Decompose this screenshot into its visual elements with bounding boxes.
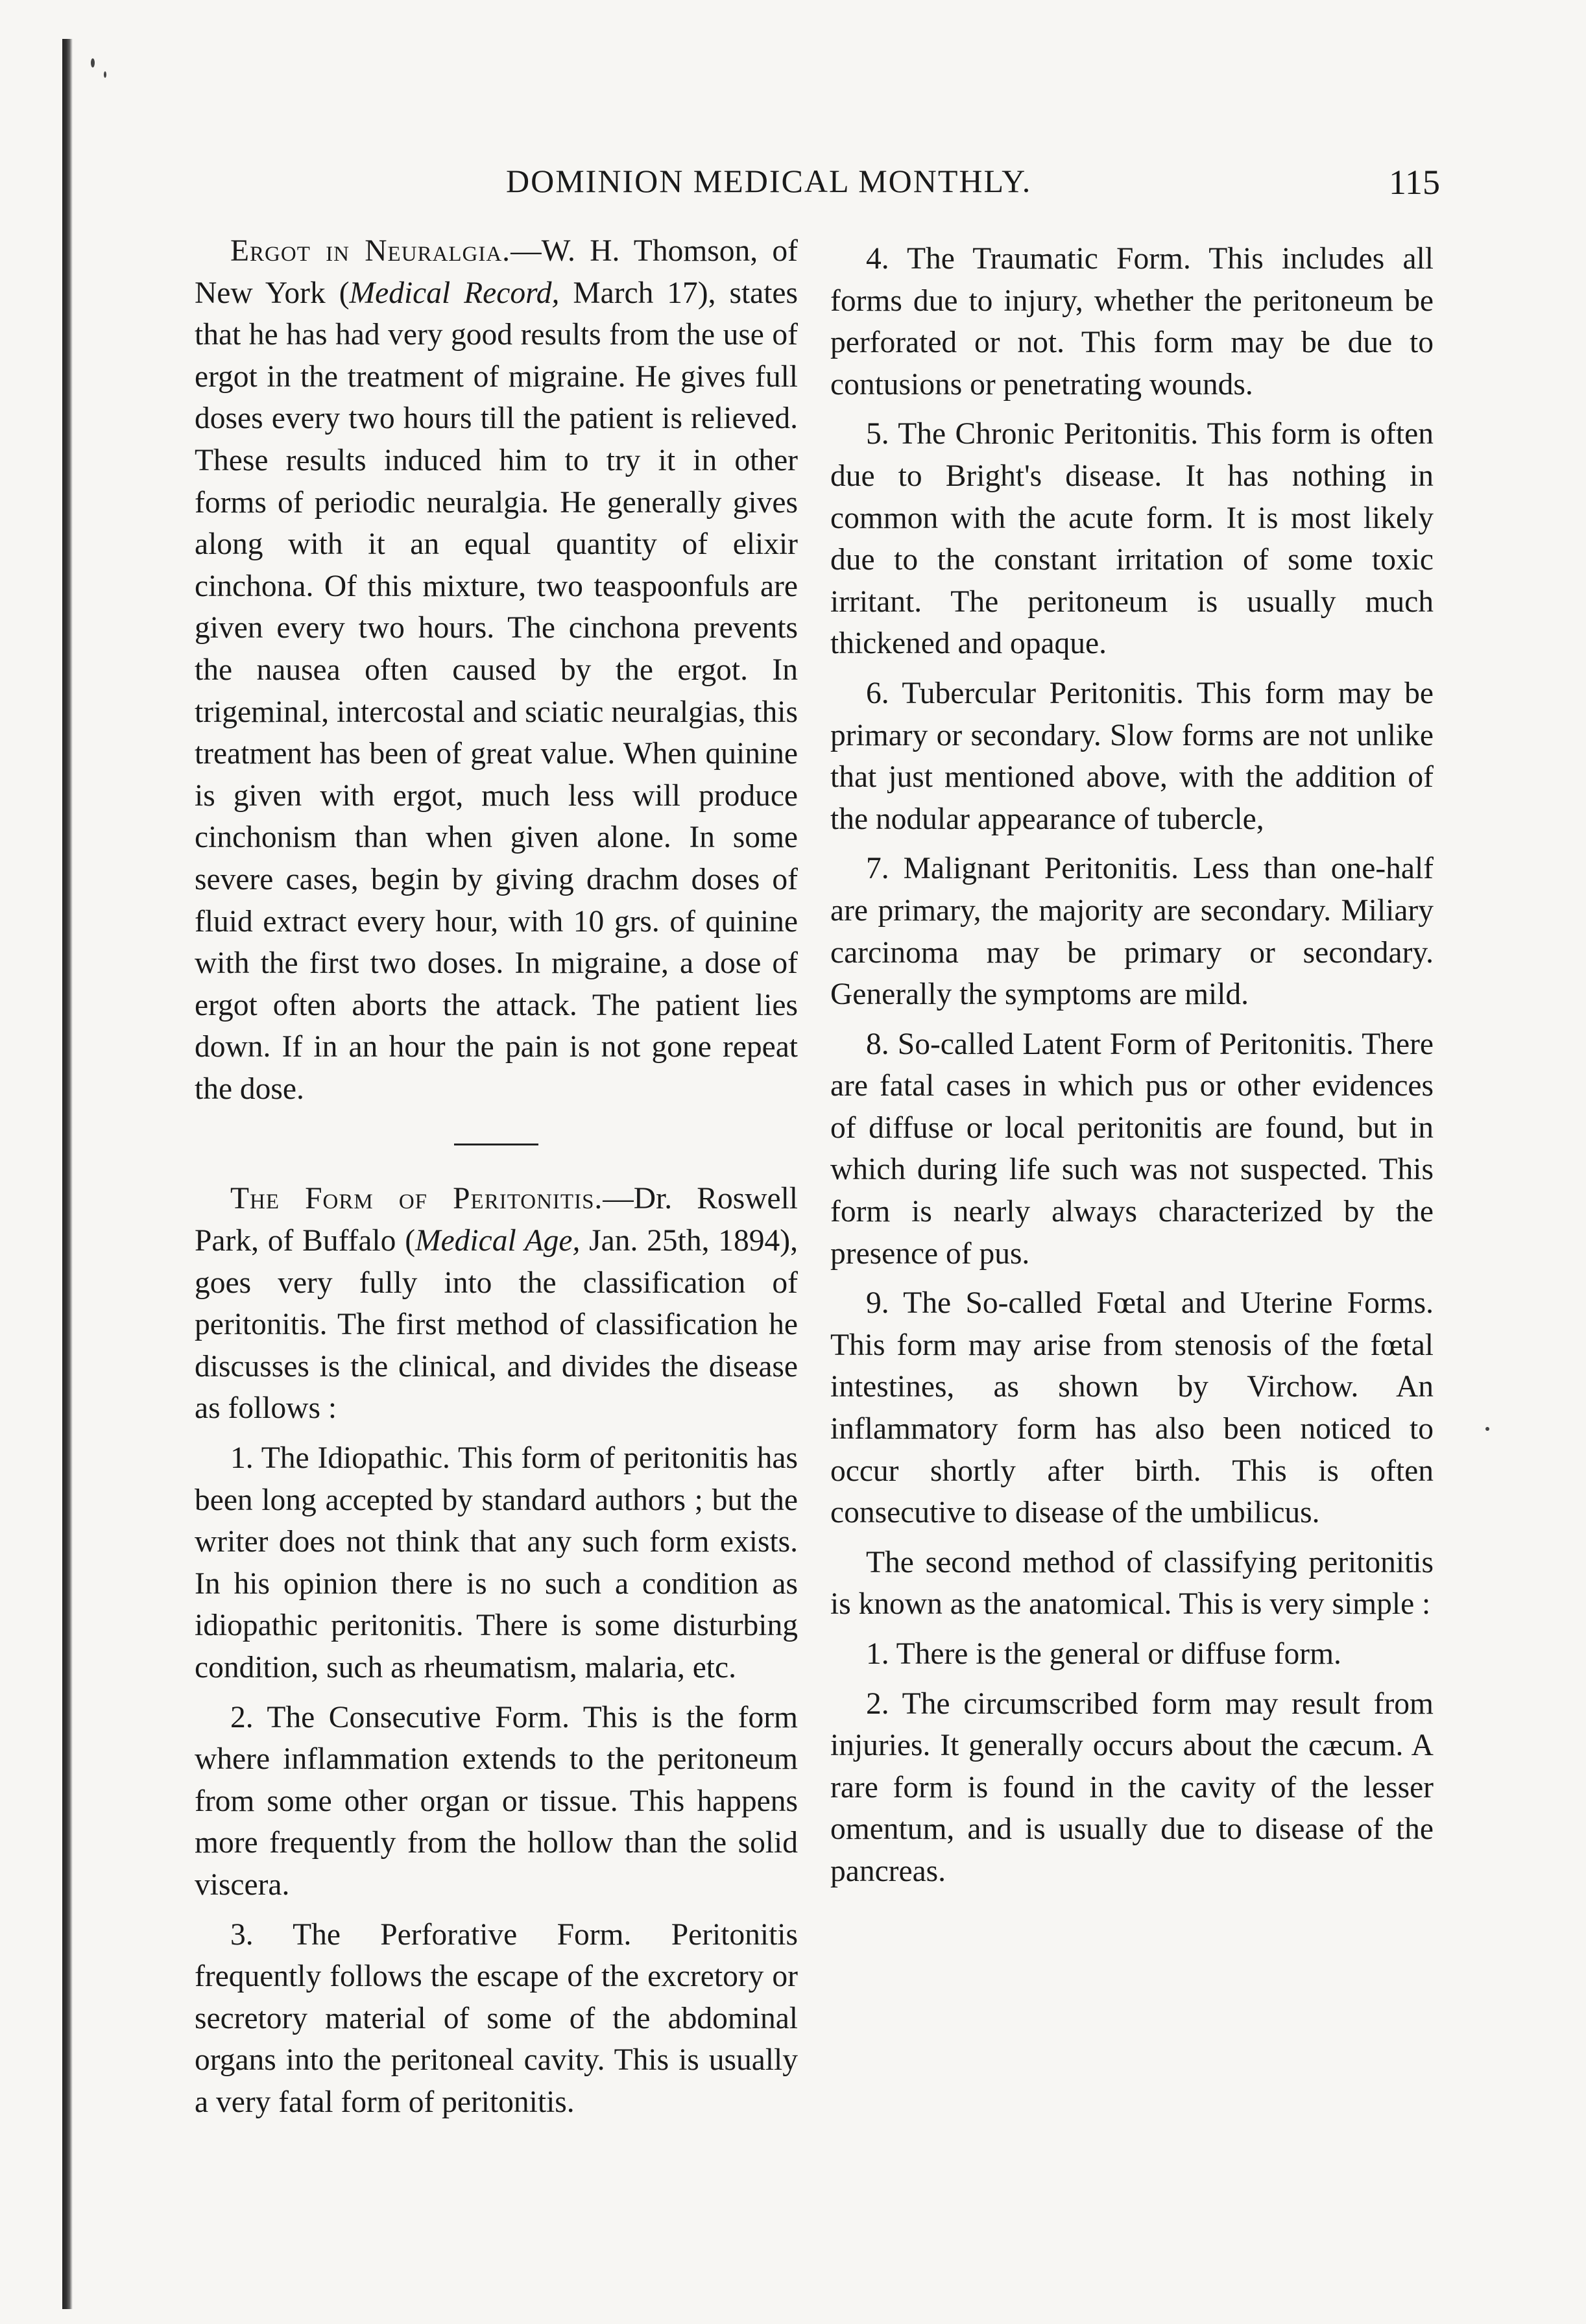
section-divider <box>454 1144 538 1145</box>
peritonitis-heading: The Form of Peritonitis. <box>230 1182 603 1216</box>
clinical-item-4: 4. The Traumatic Form. This includes all forms due to injury, whether the peritoneum be perforated or not. This form may be due to contusions or penetrating wounds. <box>830 242 1434 401</box>
peritonitis-intro-a: —Dr. Roswell Park, of Buffalo ( <box>195 1182 798 1258</box>
page-number: 115 <box>1389 163 1440 202</box>
ergot-heading: Ergot in Neuralgia. <box>230 234 511 268</box>
anatomical-item-1: 1. There is the general or diffuse form. <box>866 1637 1341 1671</box>
peritonitis-intro <box>195 1178 798 1430</box>
clinical-item-2: 2. The Consecutive Form. This is the form where inflammation extends to the peritoneum from some other organ or tissue. This happens more frequently from the hollow than the solid viscera. <box>195 1700 798 1902</box>
clinical-item-8: 8. So-called Latent Form of Peritonitis. There are fatal cases in which pus or other evidences of diffuse or local peritonitis are found, but in which during life such was not suspected. This form is nearly always characterized by the presence of pus. <box>830 1027 1434 1271</box>
page-binding-edge <box>62 39 73 2309</box>
peritonitis-intro-b: Jan. 25th, 1894), goes very fully into the classification of peritonitis. The first method of classification he discusses is the clinical, and divides the disease as follows : <box>195 1224 798 1426</box>
ergot-body: March 17), states that he has had very good results from the use of ergot in the treatment of migraine. He gives full doses every two hours till the patient is relieved. These results induced him to try it in other forms of periodic neuralgia. He generally gives along with it an equal quantity of elixir cinchona. Of this mixture, two teaspoonfuls are given every two hours. The cinchona prevents the nausea often caused by the ergot. In trigeminal, intercostal and sciatic neuralgias, this treatment has been of great value. When quinine is given with ergot, much less will produce cinchonism than when given alone. In some severe cases, begin by giving drachm doses of fluid extract every hour, with 10 grs. of quinine with the first two doses. In migraine, a dose of ergot often aborts the attack. The patient lies down. If in an hour the pain is not gone repeat the dose. <box>195 276 798 1106</box>
scan-speck <box>1485 1427 1489 1431</box>
right-column <box>830 230 1434 1893</box>
ergot-article <box>195 230 798 1110</box>
clinical-item-5: 5. The Chronic Peritonitis. This form is often due to Bright's disease. It has nothing in common with the acute form. It is most likely due to the constant irritation of some toxic irritant. The peritoneum is usually much thickened and opaque. <box>830 417 1434 661</box>
page-header <box>195 162 1460 214</box>
running-head: DOMINION MEDICAL MONTHLY. <box>506 163 1032 199</box>
clinical-item-7: 7. Malignant Peritonitis. Less than one-half are primary, the majority are secondary. Miliary carcinoma may be primary or secondary. Generally the symptoms are mild. <box>830 852 1434 1012</box>
clinical-item-6: 6. Tubercular Peritonitis. This form may be primary or secondary. Slow forms are not unlike that just mentioned above, with the addition of the nodular appearance of tubercle, <box>830 676 1434 836</box>
ergot-source: Medical Record, <box>349 276 560 310</box>
clinical-item-9: 9. The So-called Fœtal and Uterine Forms. This form may arise from stenosis of the fœtal intestines, as shown by Virchow. An inflammatory form has also been noticed to occur shortly after birth. This is often consecutive to disease of the umbilicus. <box>830 1286 1434 1530</box>
left-column <box>195 230 798 2124</box>
clinical-item-1: 1. The Idiopathic. This form of peritonitis has been long accepted by standard authors ; but the writer does not think that any such form exists. In his opinion there is no such a condition as idiopathic peritonitis. There is some disturbing condition, such as rheumatism, malaria, etc. <box>195 1441 798 1684</box>
peritonitis-source: Medical Age, <box>415 1224 581 1258</box>
scan-speck <box>104 71 106 78</box>
anatomical-item-2: 2. The circumscribed form may result from injuries. It generally occurs about the cæcum. A rare form is found in the cavity of the lesser omentum, and is usually due to disease of the pancreas. <box>830 1686 1434 1888</box>
scan-speck <box>91 58 95 67</box>
anatomical-intro: The second method of classifying peritonitis is known as the anatomical. This is very simple : <box>830 1545 1434 1622</box>
clinical-item-3: 3. The Perforative Form. Peritonitis frequently follows the escape of the excretory or secretory material of some of the abdominal organs into the peritoneal cavity. This is usually a very fatal form of peritonitis. <box>195 1917 798 2119</box>
ergot-author: —W. H. Thomson, of New York ( <box>195 234 798 310</box>
